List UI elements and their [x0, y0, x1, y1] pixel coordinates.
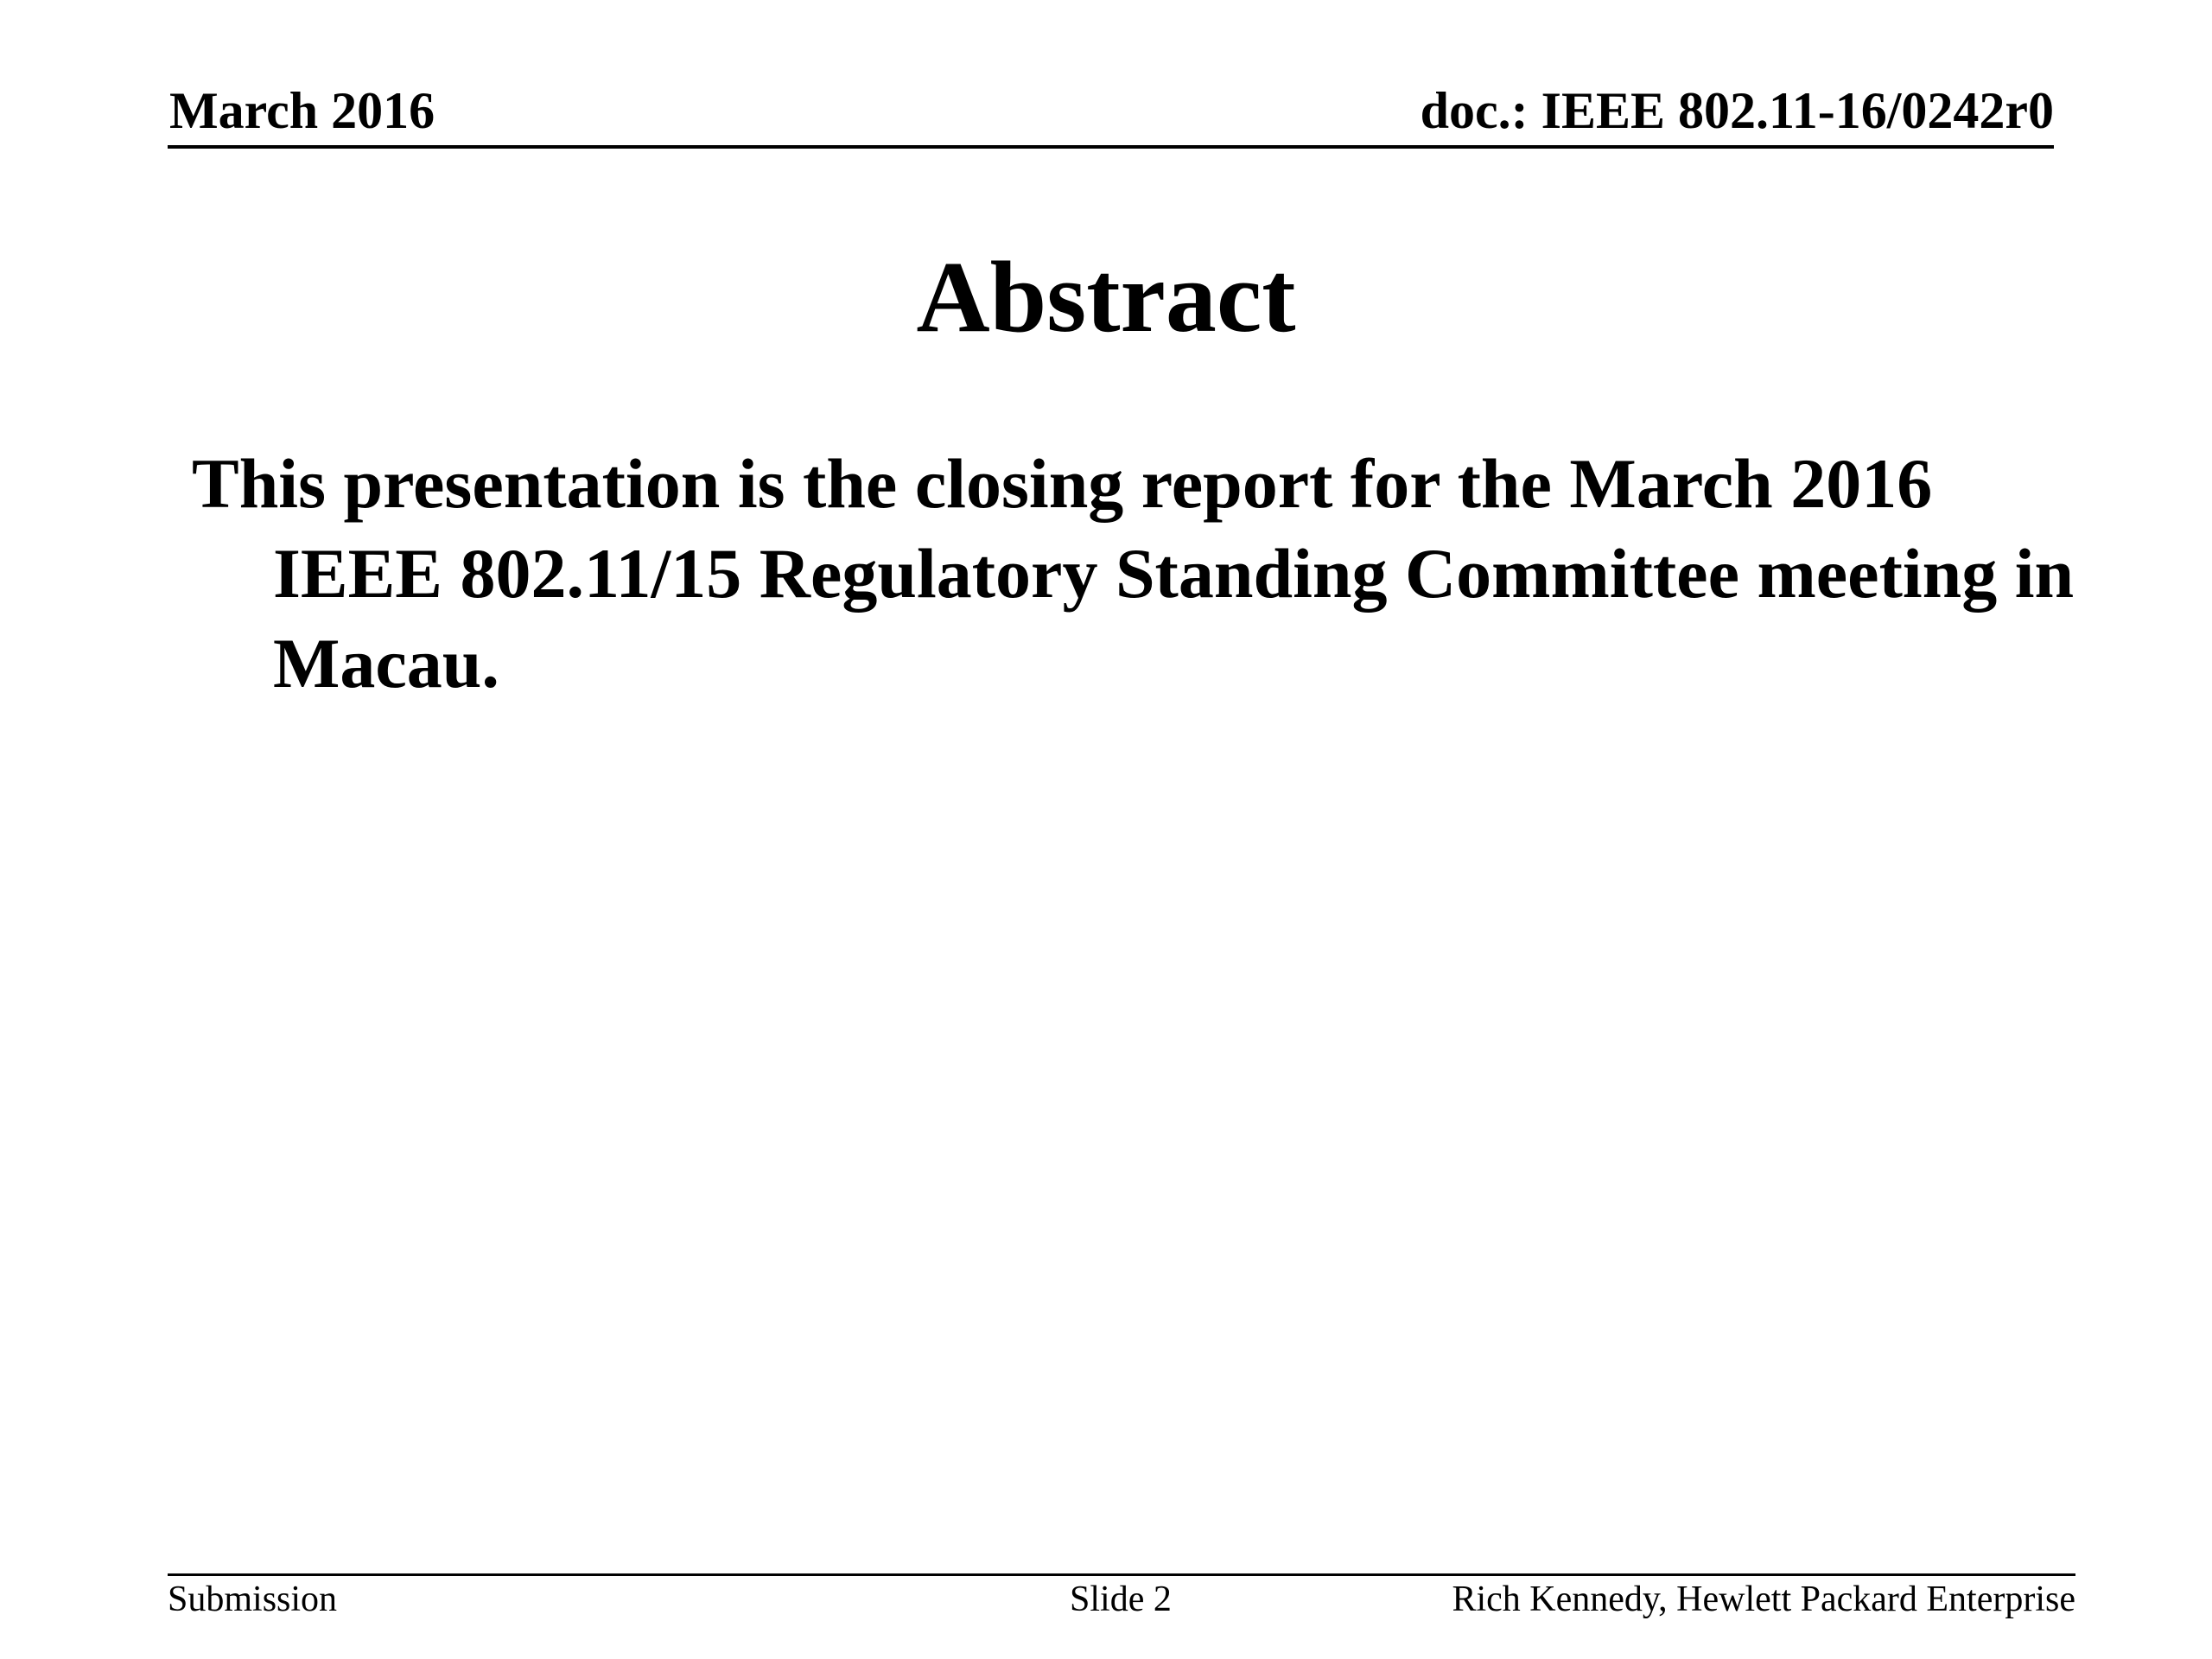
slide-title: Abstract [916, 240, 1296, 353]
slide-body [192, 439, 2075, 709]
body-paragraph: This presentation is the closing report for the March 2016 IEEE 802.11/15 Regulatory Standing Committee meeting in Macau. [192, 444, 2075, 702]
footer-submission: Submission [168, 1580, 338, 1619]
header-divider [168, 145, 2054, 149]
footer-slide-number: Slide 2 [1070, 1580, 1172, 1619]
header-date: March 2016 [169, 82, 435, 139]
footer-divider [168, 1573, 2075, 1576]
header-doc-id: doc.: IEEE 802.11-16/0242r0 [1420, 82, 2054, 139]
footer-author: Rich Kennedy, Hewlett Packard Enterprise [1452, 1580, 2075, 1619]
